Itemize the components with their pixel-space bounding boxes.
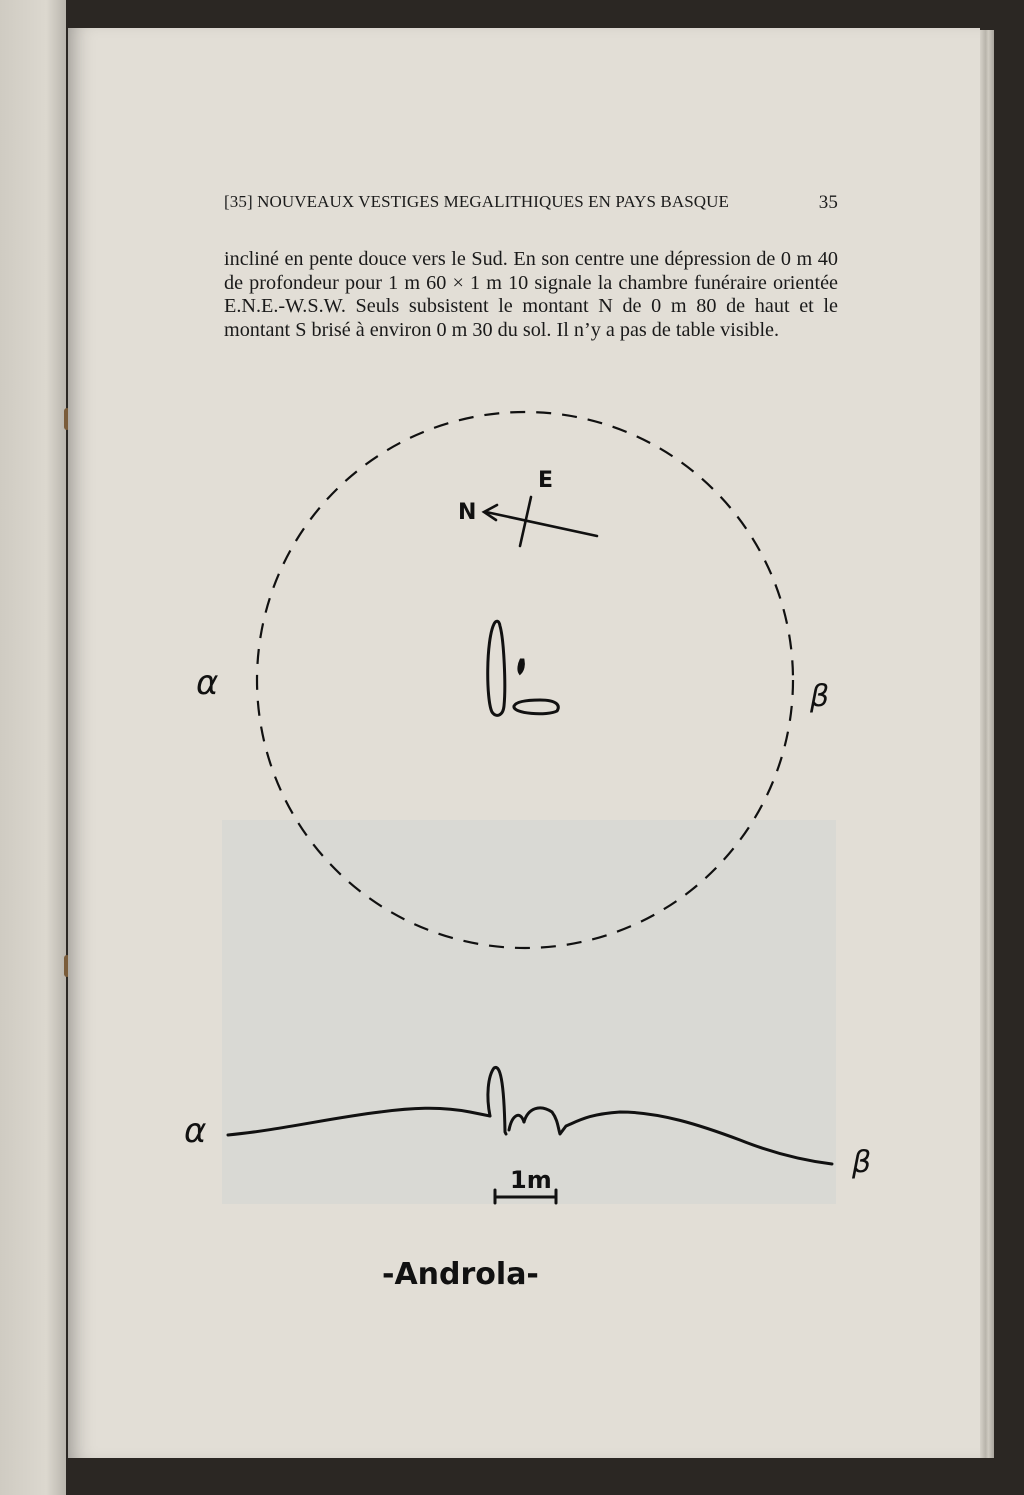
cross-section-profile (228, 1067, 832, 1164)
north-slab (488, 621, 505, 715)
figure-caption: -Androla- (382, 1257, 539, 1292)
scale-label: 1m (510, 1166, 552, 1194)
section-beta-label: β (852, 1145, 872, 1180)
body-paragraph: incliné en pente douce vers le Sud. En son centre une dépression de 0 m 40 de profondeur pour 1 m 60 × 1 m 10 signale la chambre funéraire orientée E.N.E.-W.S.W. Seuls subsistent le montant N de 0 m 80 de haut et le montant S brisé à environ 0 m 30 du sol. Il n’y a pas de table visible. (224, 248, 838, 341)
stone-circle-outline (257, 412, 793, 948)
plan-alpha-label: α (196, 663, 219, 703)
section-alpha-label: α (184, 1111, 207, 1151)
south-slab (514, 700, 558, 714)
east-label: E (538, 468, 554, 493)
running-title: [35] NOUVEAUX VESTIGES MEGALITHIQUES EN PAYS BASQUE (224, 192, 730, 211)
broken-slab-fragment (519, 660, 523, 673)
page-number: 35 (818, 192, 838, 213)
orientation-arrows (484, 497, 597, 546)
north-label: N (458, 500, 477, 525)
plan-beta-label: β (810, 679, 830, 714)
chamber-stones (488, 621, 559, 715)
